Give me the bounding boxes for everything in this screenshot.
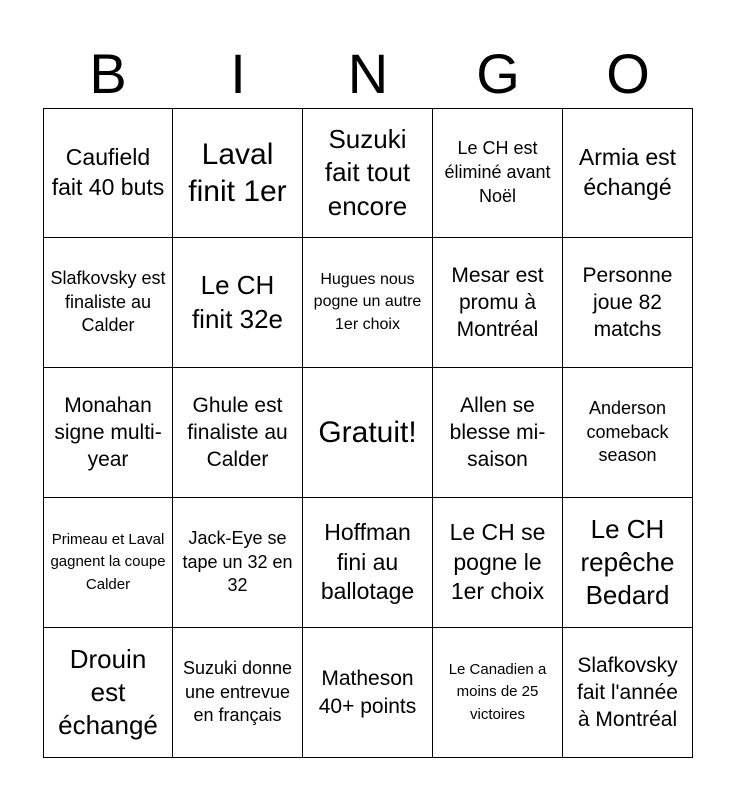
cell-text: Le CH est éliminé avant Noël: [444, 138, 551, 206]
header-letter-b: B: [89, 42, 127, 105]
header-letter-g: G: [476, 42, 520, 105]
cell-text: Ghule est finaliste au Calder: [187, 393, 288, 472]
cell-text: Allen se blesse mi-saison: [449, 393, 546, 472]
cell-text: Monahan signe multi-year: [54, 393, 162, 472]
cell-text: Armia est échangé: [578, 144, 677, 200]
bingo-cell[interactable]: [433, 498, 563, 628]
bingo-cell[interactable]: [433, 108, 563, 238]
cell-text: Suzuki fait tout encore: [324, 124, 411, 221]
bingo-cell[interactable]: [563, 498, 693, 628]
bingo-cell[interactable]: [433, 628, 563, 758]
cell-text: Caufield fait 40 buts: [51, 144, 165, 200]
header-letter-n: N: [347, 42, 389, 105]
bingo-cell[interactable]: [173, 238, 303, 368]
bingo-cell[interactable]: [173, 108, 303, 238]
cell-text: Mesar est promu à Montréal: [451, 263, 544, 342]
cell-text: Le Canadien a moins de 25 victoires: [448, 660, 547, 723]
cell-text: Laval finit 1er: [188, 137, 287, 208]
cell-text: Anderson comeback season: [586, 397, 669, 466]
cell-text: Hugues nous pogne un autre 1er choix: [313, 270, 422, 333]
cell-text: Matheson 40+ points: [318, 667, 417, 718]
bingo-cell[interactable]: [563, 108, 693, 238]
bingo-cell[interactable]: [303, 628, 433, 758]
cell-text: Hoffman fini au ballotage: [320, 518, 415, 605]
bingo-cell[interactable]: [303, 108, 433, 238]
bingo-header: [43, 40, 693, 108]
bingo-cell[interactable]: [173, 628, 303, 758]
bingo-cell[interactable]: [563, 628, 693, 758]
cell-text: Slafkovsky fait l'année à Montréal: [577, 653, 678, 732]
header-letter-i: I: [230, 42, 246, 105]
header-letter-o: O: [606, 42, 650, 105]
cell-text: Le CH se pogne le 1er choix: [449, 518, 546, 605]
cell-text: Le CH finit 32e: [191, 270, 284, 334]
cell-text: Primeau et Laval gagnent la coupe Calder: [50, 530, 166, 593]
cell-text: Suzuki donne une entrevue en français: [182, 657, 293, 726]
bingo-cell[interactable]: [43, 108, 173, 238]
bingo-cell[interactable]: [43, 498, 173, 628]
bingo-cell[interactable]: [173, 498, 303, 628]
bingo-cell[interactable]: [303, 498, 433, 628]
bingo-cell[interactable]: [433, 238, 563, 368]
bingo-cell[interactable]: [43, 368, 173, 498]
bingo-cell[interactable]: [43, 628, 173, 758]
bingo-cell[interactable]: [43, 238, 173, 368]
free-space-cell[interactable]: [303, 368, 433, 498]
bingo-cell[interactable]: [173, 368, 303, 498]
cell-text: Drouin est échangé: [58, 643, 158, 741]
cell-text: Slafkovsky est finaliste au Calder: [50, 267, 166, 336]
free-space-text: Gratuit!: [318, 415, 417, 449]
cell-text: Le CH repêche Bedard: [580, 513, 675, 611]
cell-text: Personne joue 82 matchs: [582, 263, 673, 342]
bingo-cell[interactable]: [563, 368, 693, 498]
bingo-cell[interactable]: [433, 368, 563, 498]
bingo-board: [43, 108, 693, 758]
bingo-cell[interactable]: [563, 238, 693, 368]
bingo-cell[interactable]: [303, 238, 433, 368]
cell-text: Jack-Eye se tape un 32 en 32: [182, 527, 293, 596]
